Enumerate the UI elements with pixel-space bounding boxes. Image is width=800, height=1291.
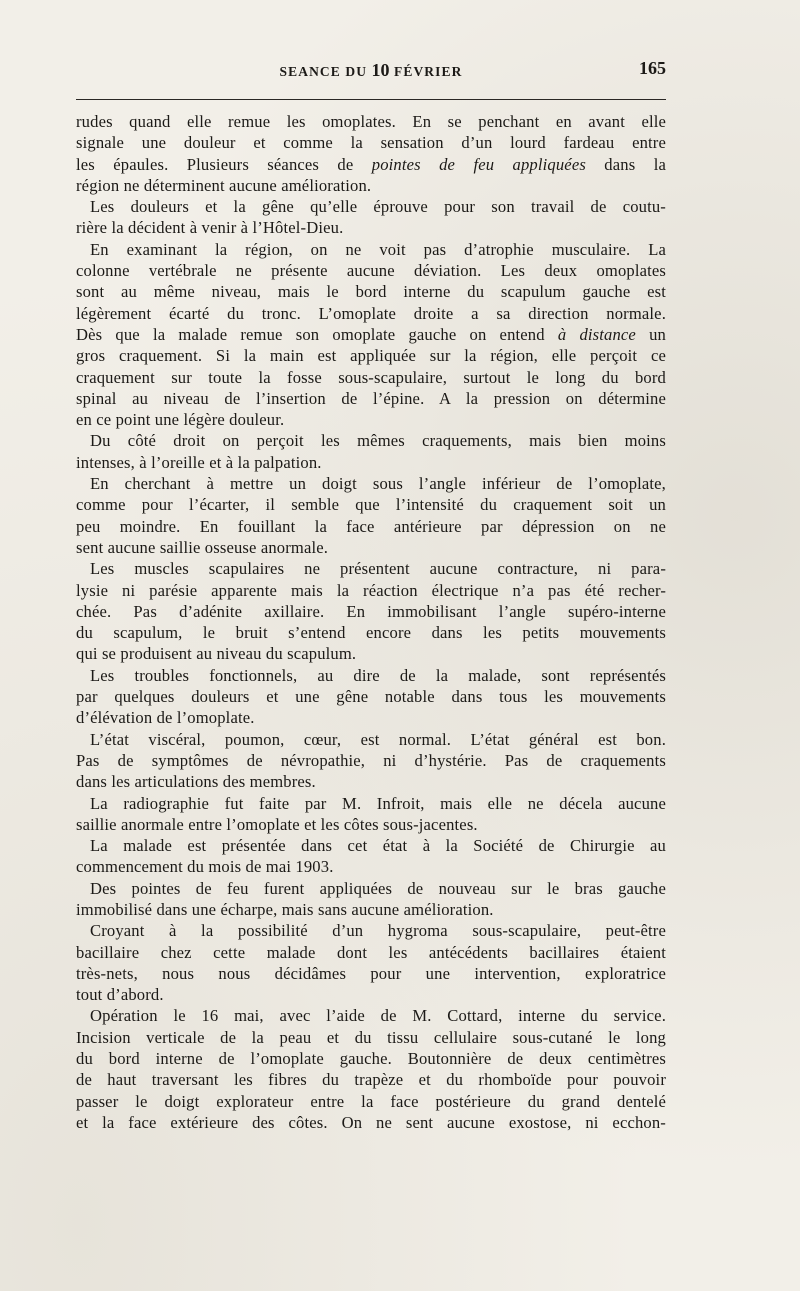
text-line: par quelques douleurs et une gêne notable dans tous les mouvements <box>76 687 666 707</box>
text-line: La malade est présentée dans cet état à la Société de Chirurgie au <box>90 836 666 856</box>
text-line: La radiographie fut faite par M. Infroit, mais elle ne décela aucune <box>90 793 666 813</box>
text-line: Des pointes de feu furent appliquées de nouveau sur le bras gauche <box>90 878 666 898</box>
text-line: craquement sur toute la fosse sous-scapulaire, surtout le long du bord <box>76 367 666 387</box>
page-header <box>76 58 666 82</box>
text-line: de haut traversant les fibres du trapèze et du rhomboïde pour pouvoir <box>76 1070 666 1090</box>
text-line: gros craquement. Si la main est appliquée sur la région, elle perçoit ce <box>76 346 666 366</box>
text-line: L’état viscéral, poumon, cœur, est normal. L’état général est bon. <box>90 729 666 749</box>
text-line: Du côté droit on perçoit les mêmes craquements, mais bien moins <box>90 431 666 451</box>
text-line: en ce point une légère douleur. <box>76 410 285 430</box>
text-line: immobilisé dans une écharpe, mais sans aucune amélioration. <box>76 899 494 919</box>
text-line: très-nets, nous nous décidâmes pour une intervention, exploratrice <box>76 963 666 983</box>
text-line: bacillaire chez cette malade dont les antécédents bacillaires étaient <box>76 942 666 962</box>
text-line: peu moindre. En fouillant la face antérieure par dépression on ne <box>76 516 666 536</box>
text-line: Les muscles scapulaires ne présentent aucune contracture, ni para- <box>90 559 666 579</box>
text-line: signale une douleur et comme la sensation d’un lourd fardeau entre <box>76 133 666 153</box>
text-run: dans la <box>585 154 666 174</box>
text-line: dans les articulations des membres. <box>76 772 316 792</box>
text-run: Dès que la malade remue son omoplate gauche on entend <box>76 324 558 344</box>
page-number: 165 <box>639 58 666 78</box>
body-text <box>76 111 666 1133</box>
text-line: En cherchant à mettre un doigt sous l’angle inférieur de l’omoplate, <box>90 474 666 494</box>
text-line: Pas de symptômes de névropathie, ni d’hystérie. Pas de craquements <box>76 750 666 770</box>
text-line: rière la décident à venir à l’Hôtel-Dieu. <box>76 218 344 238</box>
italic-phrase: à distance <box>557 324 636 344</box>
text-line: sent aucune saillie osseuse anormale. <box>76 537 329 557</box>
text-line: chée. Pas d’adénite axillaire. En immobilisant l’angle supéro-interne <box>76 601 666 621</box>
text-line: du scapulum, le bruit s’entend encore dans les petits mouvements <box>76 623 666 643</box>
text-line: commencement du mois de mai 1903. <box>76 857 334 877</box>
text-line: qui se produisent au niveau du scapulum. <box>76 644 357 664</box>
text-line: Incision verticale de la peau et du tissu cellulaire sous-cutané le long <box>76 1027 666 1047</box>
text-line: Les douleurs et la gêne qu’elle éprouve pour son travail de coutu- <box>90 197 666 217</box>
text-line: comme pour l’écarter, il semble que l’intensité du craquement soit un <box>76 495 666 515</box>
text-line: Croyant à la possibilité d’un hygroma sous-scapulaire, peut-être <box>90 921 666 941</box>
text-line: légèrement écarté du tronc. L’omoplate droite a sa direction normale. <box>76 303 666 323</box>
running-title-prefix: SEANCE DU <box>279 64 372 79</box>
running-title <box>76 60 666 81</box>
text-line: colonne vertébrale ne présente aucune déviation. Les deux omoplates <box>76 261 666 281</box>
text-line: En examinant la région, on ne voit pas d’atrophie musculaire. La <box>90 239 666 259</box>
text-line: région ne déterminent aucune amélioration. <box>76 175 372 195</box>
text-line: Les troubles fonctionnels, au dire de la malade, sont représentés <box>90 665 666 685</box>
text-run: un <box>635 324 666 344</box>
text-line: spinal au niveau de l’insertion de l’épine. A la pression on détermine <box>76 388 666 408</box>
text-line: passer le doigt explorateur entre la face postérieure du grand dentelé <box>76 1091 666 1111</box>
text-line: du bord interne de l’omoplate gauche. Boutonnière de deux centimètres <box>76 1049 666 1069</box>
running-title-month: FÉVRIER <box>389 64 463 79</box>
text-line: Opération le 16 mai, avec l’aide de M. Cottard, interne du service. <box>90 1006 666 1026</box>
text-line: lysie ni parésie apparente mais la réaction électrique n’a pas été recher- <box>76 580 666 600</box>
text-line: saillie anormale entre l’omoplate et les côtes sous-jacentes. <box>76 814 478 834</box>
text-line: sont au même niveau, mais le bord interne du scapulum gauche est <box>76 282 666 302</box>
text-line: et la face extérieure des côtes. On ne sent aucune exostose, ni ecchon- <box>76 1112 666 1132</box>
italic-phrase: pointes de feu appliquées <box>371 154 586 174</box>
text-line: d’élévation de l’omoplate. <box>76 708 255 728</box>
text-line: rudes quand elle remue les omoplates. En se penchant en avant elle <box>76 112 666 131</box>
text-run: les épaules. Plusieurs séances de <box>76 154 372 174</box>
text-line: intenses, à l’oreille et à la palpation. <box>76 452 322 472</box>
header-rule <box>76 99 666 100</box>
running-title-day: 10 <box>371 60 390 80</box>
text-line <box>76 324 666 345</box>
text-line: tout d’abord. <box>76 985 164 1005</box>
text-line <box>76 154 666 175</box>
